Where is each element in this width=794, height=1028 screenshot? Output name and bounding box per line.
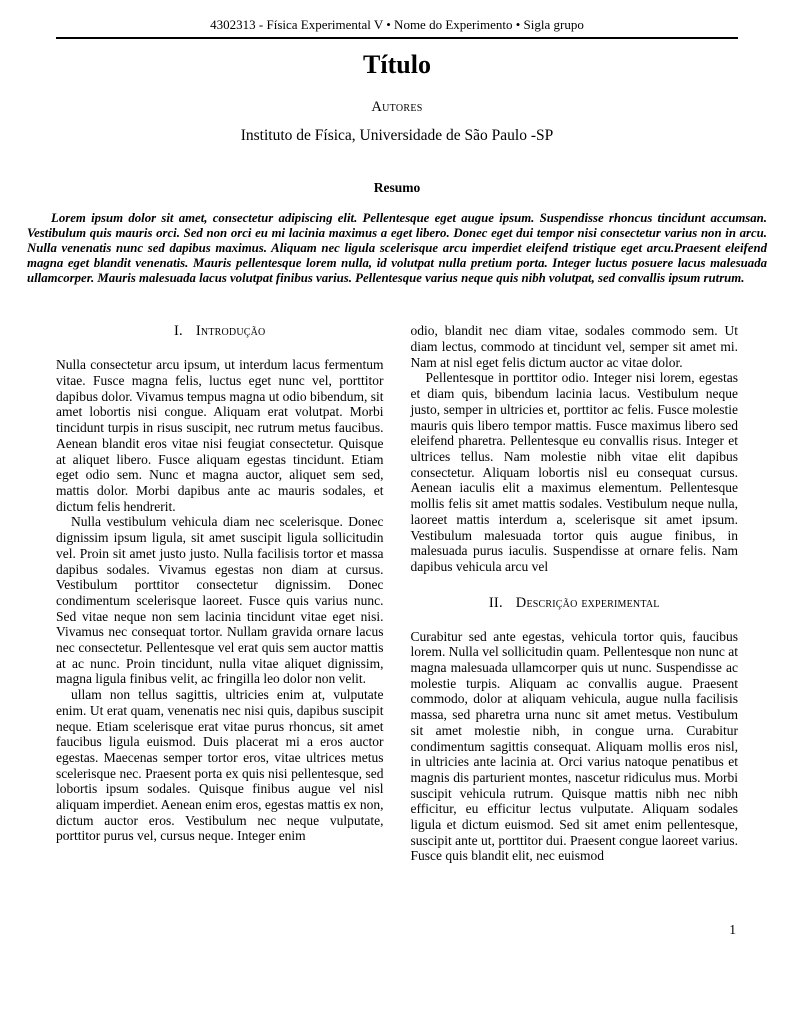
paragraph: odio, blandit nec diam vitae, sodales commodo sem. Ut diam lectus, commodo at tincidunt vel, semper sit amet mi. Nam at nisl eget felis dictum auctor ac vitae dolor. (410, 323, 738, 370)
abstract-heading: Resumo (373, 179, 421, 195)
section-2-number: II. (488, 594, 503, 611)
section-1-heading (56, 323, 384, 340)
running-header: 4302313 - Física Experimental V • Nome do Experimento • Sigla grupo (210, 17, 584, 32)
paper-title: Título (363, 50, 431, 79)
affiliation-line: Instituto de Física, Universidade de São Paulo -SP (240, 126, 554, 144)
section-2-title: Descrição experimental (515, 594, 660, 611)
section-1-number: I. (174, 323, 183, 340)
authors-line: Autores (371, 98, 423, 115)
header-rule (56, 37, 738, 39)
two-column-body (56, 323, 738, 864)
abstract-text: Lorem ipsum dolor sit amet, consectetur adipiscing elit. Pellentesque eget augue ipsum. Suspendisse rhoncus tincidunt accumsan. Vestibulum quis mauris orci. Sed non orci eu mi lacinia maximus a eget libero. Donec eget dui tempor nisi consectetur varius non in arcu. Nulla venenatis nunc sed dapibus maximus. Aliquam nec ligula scelerisque arcu imperdiet eleifend tristique eget arcu.Praesent eleifend magna eget blandit venenatis. Mauris pellentesque lorem nulla, id volutpat nulla pretium porta. Integer luctus posuere lacus malesuada ullamcorper. Mauris malesuada lacus volutpat finibus varius. Pellentesque varius neque quis nibh volutpat, sed convallis ipsum rutrum. (27, 210, 767, 286)
paragraph: Nulla vestibulum vehicula diam nec scelerisque. Donec dignissim ipsum ligula, sit amet suscipit ligula sollicitudin vel. Proin sit amet justo justo. Nulla facilisis tortor et massa dapibus sodales. Vivamus egestas non diam at cursus. Vestibulum porttitor consectetur dignissim. Donec condimentum scelerisque laoreet. Fusce quis varius nunc. Sed vitae neque non sem lacinia tincidunt vitae eget nisi. Vivamus nec consequat tortor. Nullam gravida ornare lacus nec consectetur. Pellentesque vel erat quis sem auctor mattis at ac nunc. Proin tincidunt, nulla vitae aliquet dignissim, magna ligula finibus velit, ac fringilla leo dolor non velit. (56, 514, 384, 687)
paragraph: Nulla consectetur arcu ipsum, ut interdum lacus fermentum vitae. Fusce magna felis, luctus eget nunc vel, porttitor dapibus dolor. Vivamus tempus magna ut odio bibendum, sit amet lobortis nisi congue. Aliquam erat volutpat. Morbi tincidunt turpis in risus suscipit, nec rutrum metus faucibus. Aenean blandit eros vitae nisi feugiat consectetur. Quisque at aliquet libero. Fusce aliquam egestas tincidunt. Etiam eget odio sem. Nunc et magna auctor, aliquet sem sed, mattis dolor. Morbi dapibus ante ac mauris sodales, et dictum felis hendrerit. (56, 357, 384, 514)
paragraph: Pellentesque in porttitor odio. Integer nisi lorem, egestas et diam quis, bibendum lacinia lacus. Vestibulum neque justo, semper in ultricies et, porttitor ac felis. Fusce molestie mauris quis libero tempor mattis. Fusce maximus libero sed eleifend pharetra. Pellentesque eu convallis risus. Integer et ultrices tellus. Nam molestie nibh vitae elit dapibus consectetur. Aliquam lobortis nisl eu consequat cursus. Aenean iaculis elit a maximus elementum. Pellentesque mollis felis sit amet mattis sodales. Vestibulum neque nulla, laoreet mattis interdum a, scelerisque sit amet ipsum. Vestibulum malesuada tortor quis augue finibus, in malesuada purus iaculis. Suspendisse at ornare felis. Nam dapibus vehicula arcu vel (410, 370, 738, 574)
right-column (411, 323, 739, 864)
left-column (56, 323, 384, 864)
section-1-title: Introdução (195, 323, 266, 340)
page-number: 1 (729, 922, 736, 937)
section-2-heading (411, 595, 739, 612)
paragraph: ullam non tellus sagittis, ultricies enim at, vulputate enim. Ut erat quam, venenatis nec nisi quis, dapibus suscipit neque. Etiam scelerisque erat vitae purus rhoncus, sit amet faucibus ligula euismod. Duis placerat mi a eros auctor egestas. Maecenas semper tortor eros, vitae ultrices metus scelerisque nec. Praesent porta ex quis nisi pellentesque, sed lobortis ipsum sodales. Quisque finibus augue vel nisl aliquam imperdiet. Aenean enim eros, egestas mattis ex non, dictum auctor eros. Vestibulum nec neque vulputate, porttitor purus vel, cursus neque. Integer enim (56, 687, 384, 844)
paragraph: Curabitur sed ante egestas, vehicula tortor quis, faucibus lorem. Nulla vel sollicitudin quam. Pellentesque non nunc at magna malesuada ullamcorper quis ut nunc. Suspendisse ac molestie turpis. Aliquam ac convallis augue. Praesent commodo, dolor at aliquam vehicula, augue nulla facilisis massa, sed pharetra urna nunc sit amet metus. Vestibulum sit amet molestie nibh, in congue urna. Curabitur condimentum sagittis consequat. Aliquam mollis eros nisl, in ultricies ante lacinia at. Orci varius natoque penatibus et magnis dis parturient montes, nascetur ridiculus mus. Morbi suscipit vehicula rutrum. Quisque mattis nibh nec nibh efficitur, eu efficitur lectus vulputate. Aliquam sodales ligula et dictum euismod. Sed sit amet enim pellentesque, suscipit ante ut, porttitor dui. Praesent congue laoreet varius. Fusce quis blandit elit, nec euismod (410, 628, 738, 864)
